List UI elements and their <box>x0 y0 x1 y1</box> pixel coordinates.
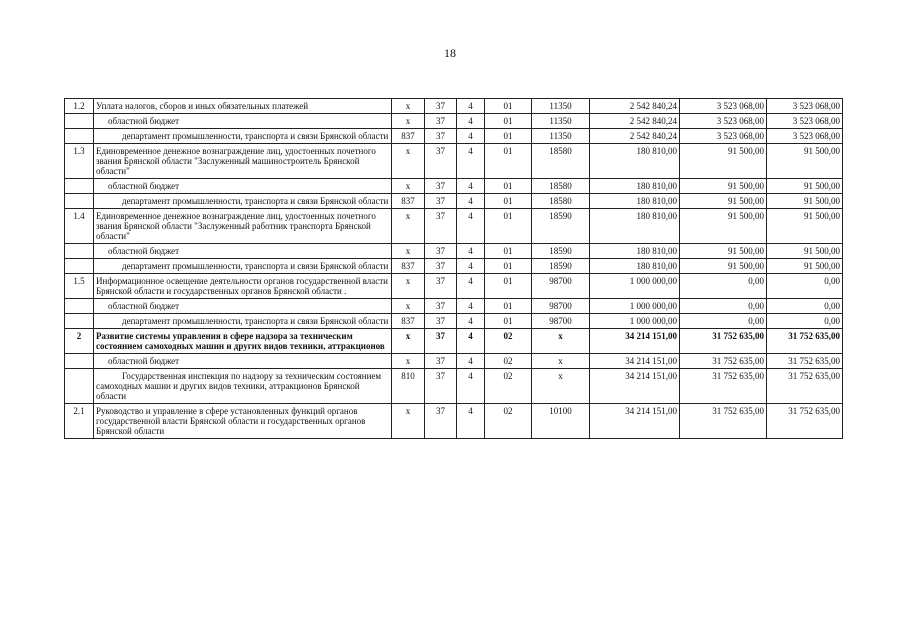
table-row <box>65 299 843 314</box>
code-cell-c1: 837 <box>392 259 425 274</box>
item-name-cell: департамент промышленности, транспорта и связи Брянской области <box>94 259 392 274</box>
code-cell-c5: 18590 <box>532 259 590 274</box>
row-number-cell <box>65 299 94 314</box>
code-cell-c3: 4 <box>457 329 485 354</box>
amount-cell-v1: 2 542 840,24 <box>590 129 680 144</box>
amount-cell-v2: 91 500,00 <box>680 209 767 244</box>
item-name-cell: Уплата налогов, сборов и иных обязательных платежей <box>94 99 392 114</box>
amount-cell-v2: 3 523 068,00 <box>680 114 767 129</box>
table-row <box>65 99 843 114</box>
code-cell-c1: х <box>392 274 425 299</box>
item-name-cell: областной бюджет <box>94 114 392 129</box>
amount-cell-v2: 31 752 635,00 <box>680 329 767 354</box>
code-cell-c5: 98700 <box>532 299 590 314</box>
code-cell-c1: х <box>392 354 425 369</box>
amount-cell-v1: 34 214 151,00 <box>590 404 680 439</box>
code-cell-c2: 37 <box>425 274 457 299</box>
code-cell-c4: 01 <box>485 259 532 274</box>
code-cell-c5: 11350 <box>532 99 590 114</box>
amount-cell-v1: 180 810,00 <box>590 259 680 274</box>
row-number-cell: 2 <box>65 329 94 354</box>
item-name-cell: департамент промышленности, транспорта и связи Брянской области <box>94 129 392 144</box>
table-row <box>65 244 843 259</box>
amount-cell-v3: 91 500,00 <box>767 194 843 209</box>
code-cell-c2: 37 <box>425 99 457 114</box>
code-cell-c2: 37 <box>425 354 457 369</box>
code-cell-c2: 37 <box>425 209 457 244</box>
amount-cell-v3: 3 523 068,00 <box>767 99 843 114</box>
code-cell-c5: 18580 <box>532 194 590 209</box>
table-row <box>65 314 843 329</box>
row-number-cell <box>65 114 94 129</box>
table-row <box>65 259 843 274</box>
code-cell-c2: 37 <box>425 244 457 259</box>
item-name-cell: департамент промышленности, транспорта и связи Брянской области <box>94 314 392 329</box>
code-cell-c4: 02 <box>485 369 532 404</box>
amount-cell-v2: 0,00 <box>680 314 767 329</box>
amount-cell-v1: 180 810,00 <box>590 179 680 194</box>
amount-cell-v3: 91 500,00 <box>767 209 843 244</box>
amount-cell-v3: 0,00 <box>767 314 843 329</box>
code-cell-c2: 37 <box>425 129 457 144</box>
code-cell-c1: 810 <box>392 369 425 404</box>
code-cell-c5: 18590 <box>532 209 590 244</box>
amount-cell-v3: 91 500,00 <box>767 144 843 179</box>
code-cell-c4: 02 <box>485 354 532 369</box>
row-number-cell: 1.5 <box>65 274 94 299</box>
code-cell-c3: 4 <box>457 129 485 144</box>
table-row <box>65 179 843 194</box>
code-cell-c4: 01 <box>485 194 532 209</box>
code-cell-c2: 37 <box>425 179 457 194</box>
code-cell-c4: 01 <box>485 244 532 259</box>
row-number-cell <box>65 194 94 209</box>
amount-cell-v3: 3 523 068,00 <box>767 129 843 144</box>
code-cell-c4: 01 <box>485 99 532 114</box>
amount-cell-v2: 31 752 635,00 <box>680 369 767 404</box>
amount-cell-v2: 0,00 <box>680 299 767 314</box>
amount-cell-v2: 91 500,00 <box>680 179 767 194</box>
amount-cell-v3: 31 752 635,00 <box>767 369 843 404</box>
code-cell-c4: 02 <box>485 329 532 354</box>
code-cell-c4: 01 <box>485 209 532 244</box>
code-cell-c3: 4 <box>457 114 485 129</box>
code-cell-c4: 01 <box>485 144 532 179</box>
amount-cell-v2: 3 523 068,00 <box>680 99 767 114</box>
code-cell-c5: 18580 <box>532 179 590 194</box>
amount-cell-v2: 91 500,00 <box>680 144 767 179</box>
amount-cell-v2: 3 523 068,00 <box>680 129 767 144</box>
code-cell-c3: 4 <box>457 299 485 314</box>
amount-cell-v3: 91 500,00 <box>767 244 843 259</box>
code-cell-c5: 18590 <box>532 244 590 259</box>
code-cell-c4: 01 <box>485 114 532 129</box>
code-cell-c1: х <box>392 144 425 179</box>
code-cell-c4: 01 <box>485 179 532 194</box>
code-cell-c5: х <box>532 329 590 354</box>
code-cell-c1: х <box>392 209 425 244</box>
amount-cell-v3: 31 752 635,00 <box>767 354 843 369</box>
item-name-cell: областной бюджет <box>94 299 392 314</box>
table-row <box>65 129 843 144</box>
code-cell-c5: х <box>532 369 590 404</box>
row-number-cell: 1.3 <box>65 144 94 179</box>
code-cell-c1: х <box>392 114 425 129</box>
table-row <box>65 144 843 179</box>
code-cell-c1: х <box>392 244 425 259</box>
amount-cell-v1: 2 542 840,24 <box>590 99 680 114</box>
table-row <box>65 329 843 354</box>
code-cell-c3: 4 <box>457 259 485 274</box>
code-cell-c3: 4 <box>457 179 485 194</box>
row-number-cell <box>65 314 94 329</box>
row-number-cell: 2.1 <box>65 404 94 439</box>
amount-cell-v1: 34 214 151,00 <box>590 354 680 369</box>
code-cell-c5: 11350 <box>532 114 590 129</box>
table-row <box>65 404 843 439</box>
amount-cell-v3: 3 523 068,00 <box>767 114 843 129</box>
code-cell-c3: 4 <box>457 144 485 179</box>
item-name-cell: областной бюджет <box>94 179 392 194</box>
code-cell-c3: 4 <box>457 194 485 209</box>
amount-cell-v3: 0,00 <box>767 274 843 299</box>
code-cell-c3: 4 <box>457 209 485 244</box>
row-number-cell <box>65 369 94 404</box>
amount-cell-v1: 180 810,00 <box>590 144 680 179</box>
code-cell-c2: 37 <box>425 194 457 209</box>
code-cell-c1: 837 <box>392 194 425 209</box>
row-number-cell <box>65 244 94 259</box>
code-cell-c4: 01 <box>485 274 532 299</box>
amount-cell-v1: 34 214 151,00 <box>590 329 680 354</box>
code-cell-c4: 01 <box>485 299 532 314</box>
amount-cell-v2: 31 752 635,00 <box>680 354 767 369</box>
item-name-cell: Развитие системы управления в сфере надзора за техническим состоянием самоходных машин и других видов техники, аттракционов <box>94 329 392 354</box>
item-name-cell: Государственная инспекция по надзору за техническим состоянием самоходных машин и других видов техники, аттракционов Брянской области <box>94 369 392 404</box>
code-cell-c5: х <box>532 354 590 369</box>
code-cell-c2: 37 <box>425 114 457 129</box>
amount-cell-v1: 2 542 840,24 <box>590 114 680 129</box>
table-row <box>65 369 843 404</box>
amount-cell-v3: 31 752 635,00 <box>767 404 843 439</box>
item-name-cell: Информационное освещение деятельности органов государственной власти Брянской области и государственных органов Брянской области . <box>94 274 392 299</box>
code-cell-c1: х <box>392 179 425 194</box>
row-number-cell: 1.2 <box>65 99 94 114</box>
code-cell-c5: 98700 <box>532 274 590 299</box>
table-row <box>65 114 843 129</box>
amount-cell-v1: 180 810,00 <box>590 244 680 259</box>
item-name-cell: областной бюджет <box>94 354 392 369</box>
item-name-cell: Единовременное денежное вознаграждение лиц, удостоенных почетного звания Брянской области "Заслуженный работник транспорта Брянской области" <box>94 209 392 244</box>
code-cell-c2: 37 <box>425 404 457 439</box>
amount-cell-v1: 1 000 000,00 <box>590 299 680 314</box>
page-number: 18 <box>444 46 456 60</box>
amount-cell-v2: 0,00 <box>680 274 767 299</box>
code-cell-c2: 37 <box>425 144 457 179</box>
amount-cell-v3: 91 500,00 <box>767 259 843 274</box>
amount-cell-v2: 31 752 635,00 <box>680 404 767 439</box>
item-name-cell: областной бюджет <box>94 244 392 259</box>
code-cell-c1: 837 <box>392 129 425 144</box>
amount-cell-v2: 91 500,00 <box>680 244 767 259</box>
row-number-cell <box>65 129 94 144</box>
code-cell-c5: 11350 <box>532 129 590 144</box>
amount-cell-v1: 34 214 151,00 <box>590 369 680 404</box>
amount-cell-v3: 91 500,00 <box>767 179 843 194</box>
code-cell-c1: 837 <box>392 314 425 329</box>
amount-cell-v1: 1 000 000,00 <box>590 274 680 299</box>
code-cell-c4: 01 <box>485 314 532 329</box>
amount-cell-v1: 180 810,00 <box>590 194 680 209</box>
row-number-cell: 1.4 <box>65 209 94 244</box>
code-cell-c2: 37 <box>425 369 457 404</box>
table-row <box>65 354 843 369</box>
code-cell-c1: х <box>392 329 425 354</box>
table-row <box>65 209 843 244</box>
budget-table <box>64 98 843 439</box>
code-cell-c4: 02 <box>485 404 532 439</box>
table-row <box>65 194 843 209</box>
amount-cell-v3: 0,00 <box>767 299 843 314</box>
code-cell-c2: 37 <box>425 259 457 274</box>
amount-cell-v1: 1 000 000,00 <box>590 314 680 329</box>
code-cell-c5: 10100 <box>532 404 590 439</box>
row-number-cell <box>65 259 94 274</box>
code-cell-c4: 01 <box>485 129 532 144</box>
code-cell-c5: 18580 <box>532 144 590 179</box>
table-row <box>65 274 843 299</box>
item-name-cell: департамент промышленности, транспорта и связи Брянской области <box>94 194 392 209</box>
code-cell-c2: 37 <box>425 299 457 314</box>
row-number-cell <box>65 354 94 369</box>
amount-cell-v2: 91 500,00 <box>680 259 767 274</box>
code-cell-c3: 4 <box>457 354 485 369</box>
code-cell-c1: х <box>392 404 425 439</box>
code-cell-c1: х <box>392 99 425 114</box>
item-name-cell: Руководство и управление в сфере установленных функций органов государственной власти Брянской области и государственных органов Брянской области <box>94 404 392 439</box>
code-cell-c3: 4 <box>457 404 485 439</box>
code-cell-c3: 4 <box>457 244 485 259</box>
item-name-cell: Единовременное денежное вознаграждение лиц, удостоенных почетного звания Брянской области "Заслуженный машиностроитель Брянской области" <box>94 144 392 179</box>
code-cell-c3: 4 <box>457 99 485 114</box>
code-cell-c3: 4 <box>457 314 485 329</box>
code-cell-c3: 4 <box>457 274 485 299</box>
amount-cell-v3: 31 752 635,00 <box>767 329 843 354</box>
code-cell-c5: 98700 <box>532 314 590 329</box>
amount-cell-v1: 180 810,00 <box>590 209 680 244</box>
amount-cell-v2: 91 500,00 <box>680 194 767 209</box>
code-cell-c1: х <box>392 299 425 314</box>
row-number-cell <box>65 179 94 194</box>
code-cell-c2: 37 <box>425 329 457 354</box>
code-cell-c2: 37 <box>425 314 457 329</box>
code-cell-c3: 4 <box>457 369 485 404</box>
